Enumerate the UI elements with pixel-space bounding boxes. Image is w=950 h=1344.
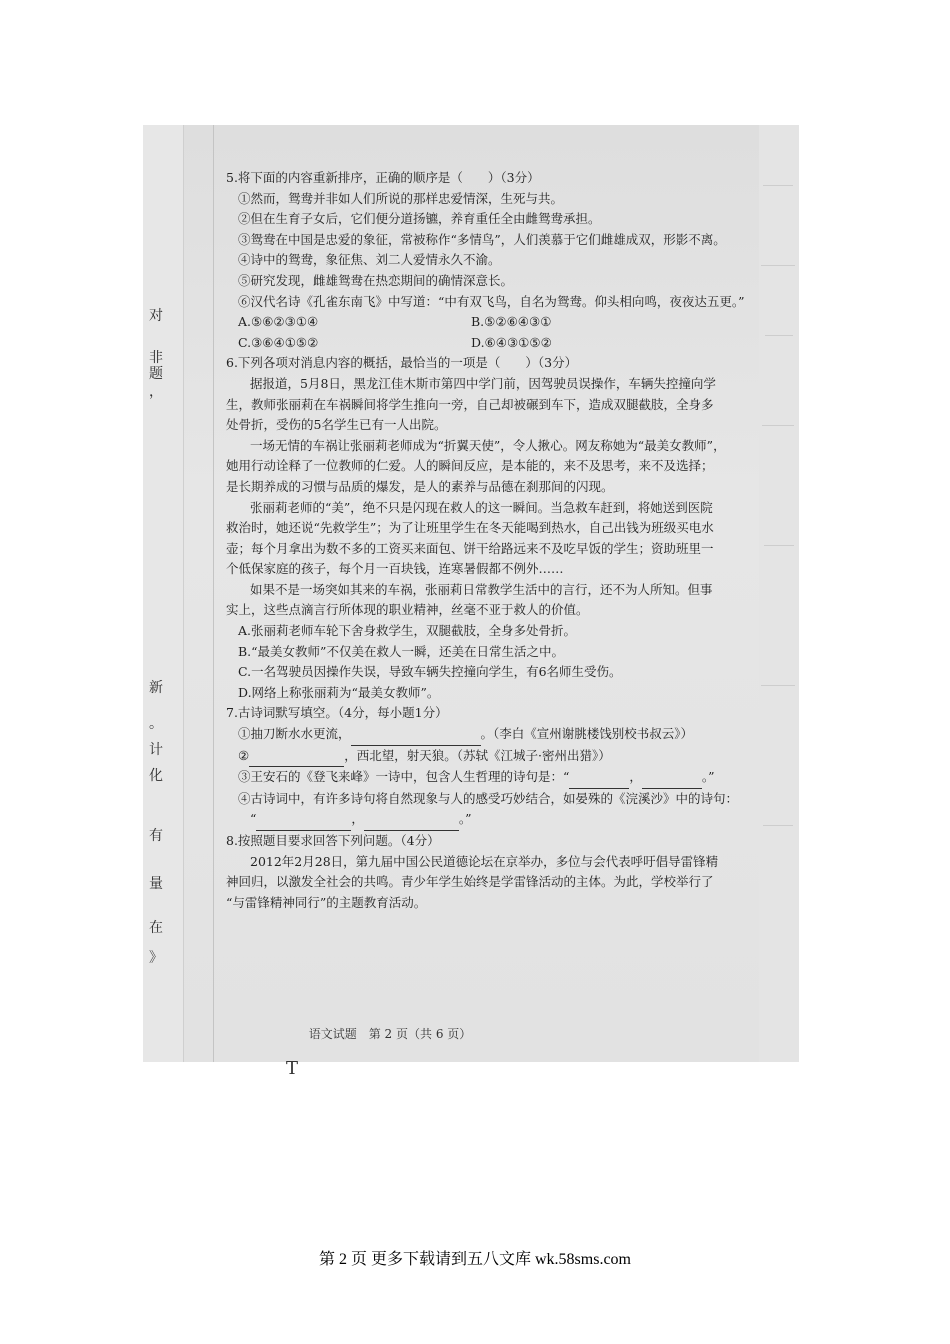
page-fold (213, 125, 214, 1062)
margin-char: 化 (149, 768, 163, 784)
q6-para-line: 壶；每个月拿出为数不多的工资买来面包、饼干给路远来不及吃早饭的学生；资助班里一 (226, 540, 714, 556)
q5-option-a: A.⑤⑥②③①④ (238, 314, 319, 330)
exam-page-footer: 语文试题 第 2 页（共 6 页） (308, 1027, 472, 1041)
margin-char: 非 (149, 350, 163, 366)
q5-item: ①然而，鸳鸯并非如人们所说的那样忠爱情深，生死与共。 (238, 190, 564, 206)
q6-option-a: A.张丽莉老师车轮下舍身救学生，双腿截肢，全身多处骨折。 (238, 623, 577, 639)
q5-option-d: D.⑥④③①⑤② (471, 334, 552, 350)
q5-options-row (226, 333, 756, 354)
scanned-exam-page (143, 125, 799, 1062)
answer-blank[interactable] (642, 767, 702, 789)
q6-para-line: 实上，这些点滴言行所体现的职业精神，丝毫不亚于救人的价值。 (226, 602, 589, 618)
exam-content (226, 168, 756, 913)
left-page-margin (143, 125, 184, 1062)
q5-item: ④诗中的鸳鸯，象征焦、刘二人爱情永久不渝。 (238, 252, 501, 268)
answer-blank[interactable] (569, 767, 629, 789)
margin-char: 对 (149, 308, 163, 324)
q6-para-line: 她用行动诠释了一位教师的仁爱。人的瞬间反应，是本能的，来不及思考，来不及选择； (226, 458, 714, 474)
margin-char: 计 (149, 742, 163, 758)
margin-char: 新 (149, 680, 163, 696)
q6-option-c: C.一名驾驶员因操作失误，导致车辆失控撞向学生，有6名师生受伤。 (238, 664, 622, 680)
q6-para-line: 如果不是一场突如其来的车祸，张丽莉日常教学生活中的言行，还不为人所知。但事 (250, 581, 713, 597)
margin-char: 。 (149, 716, 163, 732)
q5-item: ②但在生育子女后，它们便分道扬镳，养育重任全由雌鸳鸯承担。 (238, 211, 601, 227)
t-mark: T (286, 1058, 299, 1079)
answer-blank[interactable] (249, 746, 344, 768)
margin-char: 》 (149, 950, 163, 966)
margin-char: 有 (149, 828, 163, 844)
q6-para-line: 处骨折，受伤的5名学生已有一人出院。 (226, 417, 447, 433)
q6-stem: 6.下列各项对消息内容的概括，最恰当的一项是（ ）（3分） (226, 355, 578, 371)
q8-stem: 8.按照题目要求回答下列问题。（4分） (226, 833, 440, 848)
q6-option-b: B.“最美女教师”不仅美在救人一瞬，还美在日常生活之中。 (238, 643, 564, 659)
document-footer: 第 2 页 更多下载请到五八文库 wk.58sms.com (318, 1251, 631, 1268)
margin-char: 量 (149, 876, 163, 892)
q8-para-line: 2012年2月28日，第九届中国公民道德论坛在京举办，多位与会代表呼吁倡导雷锋精 (250, 853, 719, 869)
answer-blank[interactable] (364, 809, 459, 831)
answer-blank[interactable] (351, 724, 481, 746)
q5-item: ⑤研究发现，雌雄鸳鸯在热恋期间的确情深意长。 (238, 272, 514, 288)
q7-stem: 7.古诗词默写填空。（4分，每小题1分） (226, 705, 448, 721)
q6-para-line: 救治时，她还说“先救学生”；为了让班里学生在冬天能喝到热水，自己出钱为班级买电水 (226, 520, 714, 536)
q7-line-1: ①抽刀断水水更流， 。（李白《宣州谢朓楼饯别校书叔云》） (226, 724, 756, 746)
q6-para-line: 是长期养成的习惯与品质的爆发，是人的素养与品德在刹那间的闪现。 (226, 478, 614, 494)
margin-char: 在 (149, 920, 163, 936)
q5-option-b: B.⑤②⑥④③① (471, 314, 552, 330)
q6-para-line: 一场无情的车祸让张丽莉老师成为“折翼天使”，令人揪心。网友称她为“最美女教师”， (250, 437, 726, 453)
q5-item: ③鸳鸯在中国是忠爱的象征，常被称作“多情鸟”，人们羡慕于它们雌雄成双，形影不离。 (238, 231, 726, 247)
q7-line-4: ④古诗词中，有许多诗句将自然现象与人的感受巧妙结合，如晏殊的《浣溪沙》中的诗句： (238, 790, 739, 806)
q6-para-line: 生，教师张丽莉在车祸瞬间将学生推向一旁，自己却被碾到车下，造成双腿截肢，全身多 (226, 396, 714, 412)
q7-line-5: “ ， 。” (226, 809, 756, 831)
margin-char: ， (149, 384, 163, 400)
q6-option-d: D.网络上称张丽莉为“最美女教师”。 (238, 684, 440, 700)
q8-para-line: 神回归，以激发全社会的共鸣。青少年学生始终是学雷锋活动的主体。为此，学校举行了 (226, 874, 714, 890)
q6-para-line: 个低保家庭的孩子，每个月一百块钱，连寒暑假都不例外…… (226, 561, 564, 577)
q8-para-line: “与雷锋精神同行”的主题教育活动。 (226, 894, 427, 910)
q5-options-row (226, 312, 756, 333)
right-page-bleed (759, 125, 799, 1062)
q6-para-line: 张丽莉老师的“美”，绝不只是闪现在救人的这一瞬间。当急救车赶到，将她送到医院 (250, 499, 713, 515)
q7-line-3: ③王安石的《登飞来峰》一诗中，包含人生哲理的诗句是：“ ， 。” (226, 767, 756, 789)
q5-option-c: C.③⑥④①⑤② (238, 334, 319, 350)
q7-line-2: ② ，西北望，射天狼。（苏轼《江城子·密州出猎》） (226, 746, 756, 768)
q5-stem: 5.将下面的内容重新排序，正确的顺序是（ ）（3分） (226, 170, 540, 185)
answer-blank[interactable] (256, 809, 351, 831)
margin-char: 题 (149, 366, 163, 382)
q6-para-line: 据报道，5月8日，黑龙江佳木斯市第四中学门前，因驾驶员误操作，车辆失控撞向学 (250, 375, 716, 391)
q5-item: ⑥汉代名诗《孔雀东南飞》中写道：“中有双飞鸟，自名为鸳鸯。仰头相向鸣，夜夜达五更。” (238, 293, 745, 309)
